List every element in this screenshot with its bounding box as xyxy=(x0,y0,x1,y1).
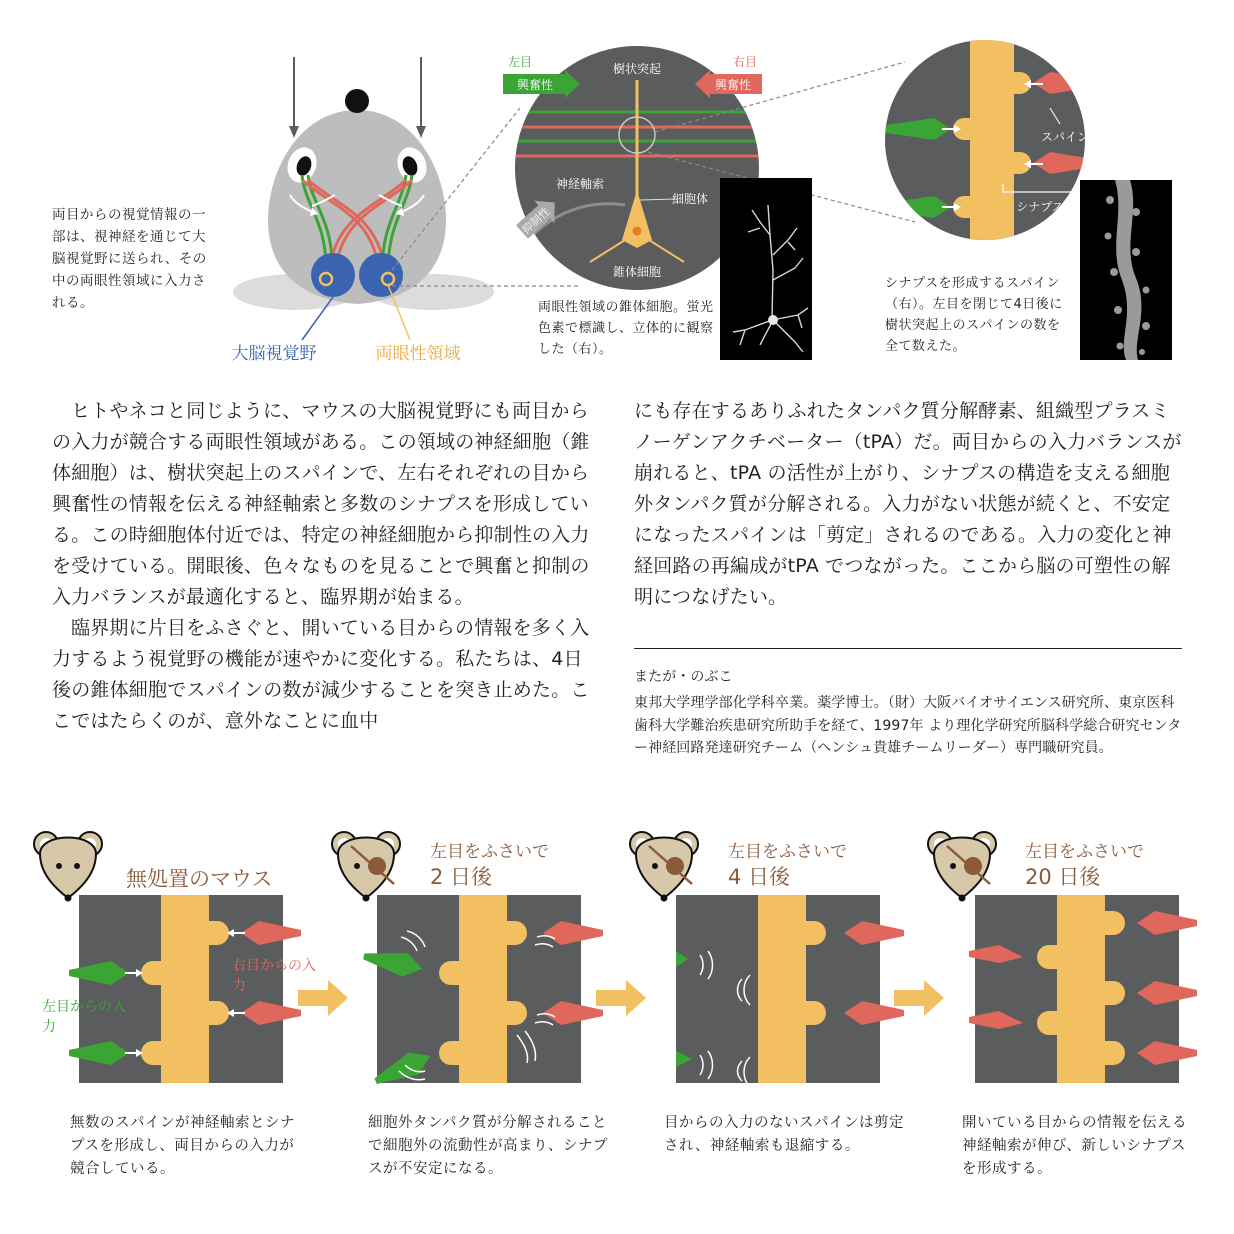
nose xyxy=(345,89,369,113)
stage-4-title-line2: 20 日後 xyxy=(1025,865,1101,889)
article-column-1 xyxy=(52,396,600,737)
article-paragraph: 臨界期に片目をふさぐと、開いている目からの情報を多く入力するよう視覚野の機能が速やかに変化する。私たちは、4日後の錐体細胞でスパインの数が減少することを突き止めた。ここではたらくのが、意外なことに血中 xyxy=(52,617,590,732)
visual-cortex-right xyxy=(359,253,403,297)
dendrite-micrograph xyxy=(1080,180,1172,360)
stage-2-title-line1: 左目をふさいで xyxy=(430,842,549,862)
mouse-icon xyxy=(928,832,996,902)
right-caption: シナプスを形成するスパイン（右）。左目を閉じて4日後に樹状突起上のスパインの数を全て数えた。 xyxy=(885,276,1063,354)
mouse-icon xyxy=(332,832,400,902)
article-paragraph: にも存在するありふれたタンパク質分解酵素、組織型プラスミノーゲンアクチベーター（tPA）だ。両目からの入力バランスが崩れると、tPA の活性が上がり、シナプスの構造を支える細胞外タンパク質が分解される。入力がない状態が続くと、不安定になったスパインは「剪定」されるのである。入力の変化と神経回路の再編成がtPA でつながった。ここから脳の可塑性の解明につなげたい。 xyxy=(634,400,1182,608)
stages-diagram xyxy=(0,820,1234,1110)
mouse-icon xyxy=(630,832,698,902)
mouse-icon xyxy=(34,832,102,902)
spine-label: スパイン xyxy=(1040,130,1090,144)
middle-caption: 両眼性領域の錐体細胞。蛍光色素で標識し、立体的に観察した（右）。 xyxy=(538,300,714,357)
visual-cortex-left xyxy=(311,253,355,297)
left-eye-excitatory-arrow xyxy=(503,55,580,98)
right-eye-input-label: 右目からの入力 xyxy=(232,958,316,994)
stage-1-title: 無処置のマウス xyxy=(126,867,273,891)
left-caption: 両目からの視覚情報の一部は、視神経を通じて大脳視覚野に送られ、その中の両眼性領域に入力される。 xyxy=(52,207,207,311)
stage-4-caption: 開いている目からの情報を伝える神経軸索が伸び、新しいシナプスを形成する。 xyxy=(962,1115,1187,1177)
dendrite-label: 樹状突起 xyxy=(612,62,662,76)
neuron-micrograph xyxy=(720,178,812,360)
stage-1-caption: 無数のスパインが神経軸索とシナプスを形成し、両目からの入力が競合している。 xyxy=(70,1115,295,1177)
synapse-label: シナプス xyxy=(1016,200,1064,214)
axon-label: 神経軸索 xyxy=(555,177,605,191)
stage-2-title-line2: 2 日後 xyxy=(430,865,493,889)
binocular-region-label: 両眼性領域 xyxy=(375,344,461,364)
stage-3-title-line1: 左目をふさいで xyxy=(728,842,847,862)
cell-body-label: 細胞体 xyxy=(671,192,709,206)
svg-text:興奮性: 興奮性 xyxy=(714,78,752,92)
left-eye-input-label: 左目からの入力 xyxy=(42,999,126,1035)
author-bio: 東邦大学理学部化学科卒業。薬学博士。（財）大阪バイオサイエンス研究所、東京医科歯科大学難治疾患研究所助手を経て、1997年 より理化学研究所脳科学総合研究センター神経回路発達研究チーム（ヘンシュ貴雄チームリーダー）専門職研究員。 xyxy=(634,695,1182,756)
svg-text:興奮性: 興奮性 xyxy=(516,78,554,92)
author-divider xyxy=(634,648,1182,649)
stage-2-caption: 細胞外タンパク質が分解されることで細胞外の流動性が高まり、シナプスが不安定になる。 xyxy=(368,1115,608,1177)
right-eye-label: 右目 xyxy=(732,55,758,69)
inhibitory-label: 抑制性 xyxy=(519,204,553,237)
stage-3-caption: 目からの入力のないスパインは剪定され、神経軸索も退縮する。 xyxy=(664,1115,904,1154)
right-eye-excitatory-arrow xyxy=(695,55,762,98)
stage-3-title-line2: 4 日後 xyxy=(728,865,791,889)
author-name: またが・のぶこ xyxy=(634,669,733,685)
spine-synapse-circle xyxy=(880,30,1100,260)
pyramidal-cell-label: 錐体細胞 xyxy=(612,265,662,279)
visual-cortex-label: 大脳視覚野 xyxy=(231,344,317,364)
article-column-2 xyxy=(634,396,1182,613)
left-eye-label: 左目 xyxy=(507,55,533,69)
stage-4-title-line1: 左目をふさいで xyxy=(1025,842,1144,862)
article-paragraph: ヒトやネコと同じように、マウスの大脳視覚野にも両目からの入力が競合する両眼性領域がある。この領域の神経細胞（錐体細胞）は、樹状突起上のスパインで、左右それぞれの目から興奮性の情報を伝える神経軸索と多数のシナプスを形成している。この時細胞体付近では、特定の神経細胞から抑制性の入力を受けている。開眼後、色々なものを見ることで興奮と抑制の入力バランスが最適化すると、臨界期が始まる。 xyxy=(52,400,590,608)
